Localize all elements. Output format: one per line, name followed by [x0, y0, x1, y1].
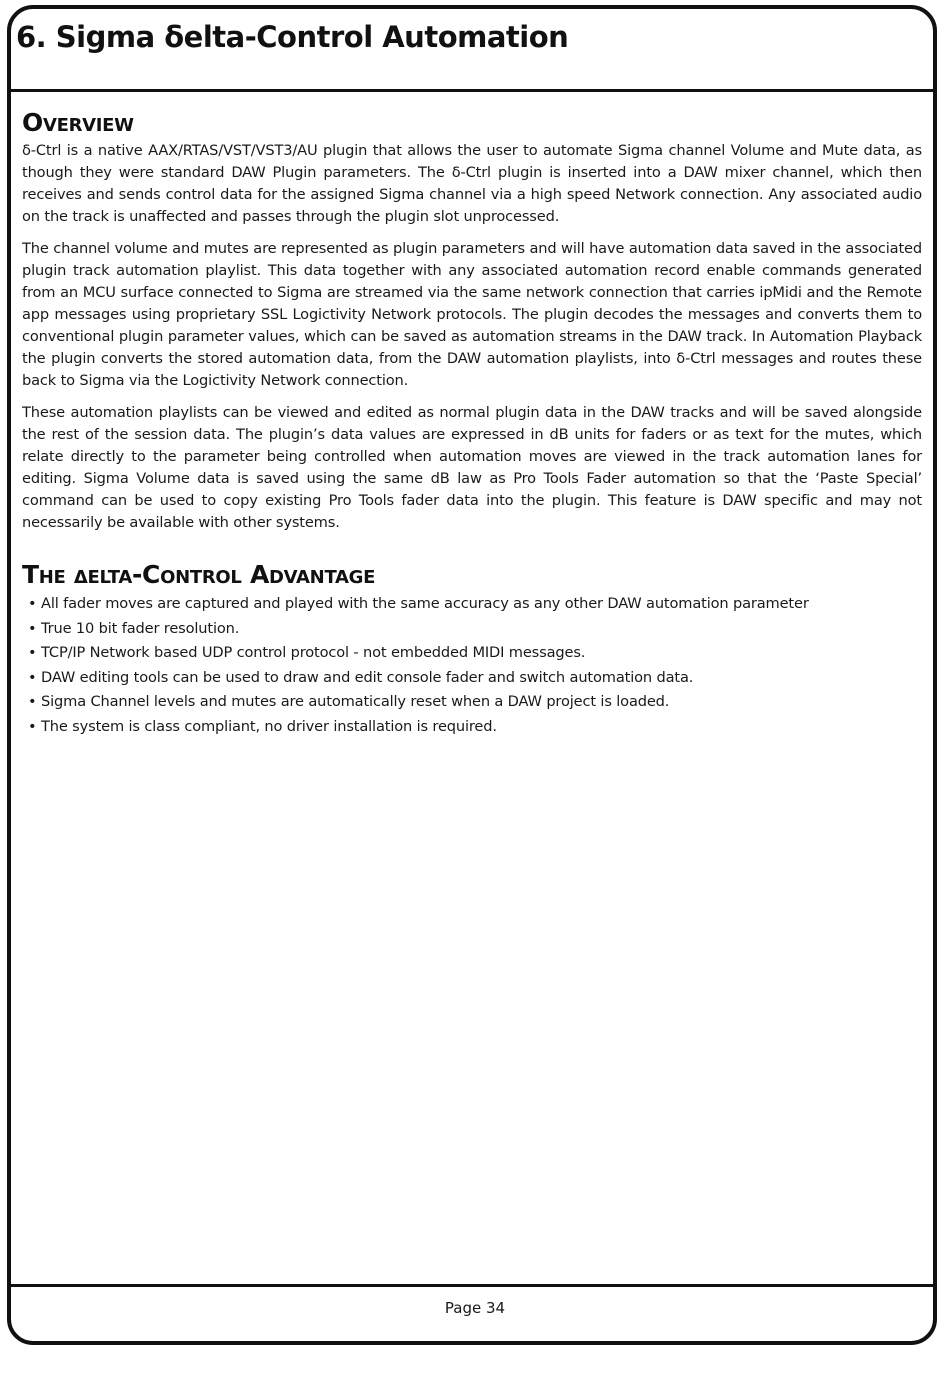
advantage-section [22, 560, 922, 739]
bullet-icon: • [28, 717, 37, 735]
bullet-icon: • [28, 668, 37, 686]
list-item-text: True 10 bit fader resolution. [41, 619, 240, 637]
advantage-list [22, 592, 922, 739]
page-number: Page 34 [444, 1299, 506, 1317]
list-item-text: Sigma Channel levels and mutes are automatically reset when a DAW project is loaded. [41, 693, 670, 710]
list-item [22, 666, 922, 691]
list-item [22, 617, 922, 642]
bullet-icon: • [28, 619, 37, 637]
main-content [22, 108, 922, 739]
bullet-icon: • [28, 595, 37, 612]
page-title: 6. Sigma δelta-Control Automation [16, 20, 569, 54]
footer-divider [11, 1284, 933, 1287]
list-item-text: DAW editing tools can be used to draw and edit console fader and switch automation data. [41, 668, 694, 686]
advantage-heading: The δelta-Control Advantage [22, 560, 376, 589]
bullet-icon: • [28, 644, 37, 661]
list-item [22, 715, 922, 740]
header-divider [11, 89, 933, 92]
list-item [22, 641, 922, 666]
bullet-icon: • [28, 693, 37, 710]
overview-section [22, 108, 922, 534]
list-item-text: The system is class compliant, no driver installation is required. [41, 717, 497, 735]
overview-paragraph-2: The channel volume and mutes are represented as plugin parameters and will have automation data saved in the associated plugin track automation playlist. This data together with any associated automation record enable commands generated from an MCU surface connected to Sigma are streamed via the same network connection that carries ipMidi and the Remote app messages using proprietary SSL Logictivity Network protocols. The plugin decodes the messages and converts them to conventional plugin parameter values, which can be saved as automation streams in the DAW track. In Automation Playback the plugin converts the stored automation data, from the DAW automation playlists, into δ-Ctrl messages and routes these back to Sigma via the Logictivity Network connection. [22, 240, 922, 389]
overview-paragraph-1: δ-Ctrl is a native AAX/RTAS/VST/VST3/AU plugin that allows the user to automate Sigma channel Volume and Mute data, as though they were standard DAW Plugin parameters. The δ-Ctrl plugin is inserted into a DAW mixer channel, which then receives and sends control data for the assigned Sigma channel via a high speed Network connection. Any associated audio on the track is unaffected and passes through the plugin slot unprocessed. [22, 142, 922, 225]
list-item-text: TCP/IP Network based UDP control protocol - not embedded MIDI messages. [41, 644, 586, 661]
list-item [22, 690, 922, 715]
overview-heading: Overview [22, 108, 134, 137]
list-item [22, 592, 922, 617]
overview-paragraph-3: These automation playlists can be viewed and edited as normal plugin data in the DAW tracks and will be saved alongside the rest of the session data. The plugin’s data values are expressed in dB units for faders or as text for the mutes, which relate directly to the parameter being controlled when automation moves are viewed in the track automation lanes for editing. Sigma Volume data is saved using the same dB law as Pro Tools Fader automation so that the ‘Paste Special’ command can be used to copy existing Pro Tools fader data into the plugin. This feature is DAW specific and may not necessarily be available with other systems. [22, 404, 922, 531]
list-item-text: All fader moves are captured and played with the same accuracy as any other DAW automation parameter [41, 595, 809, 612]
